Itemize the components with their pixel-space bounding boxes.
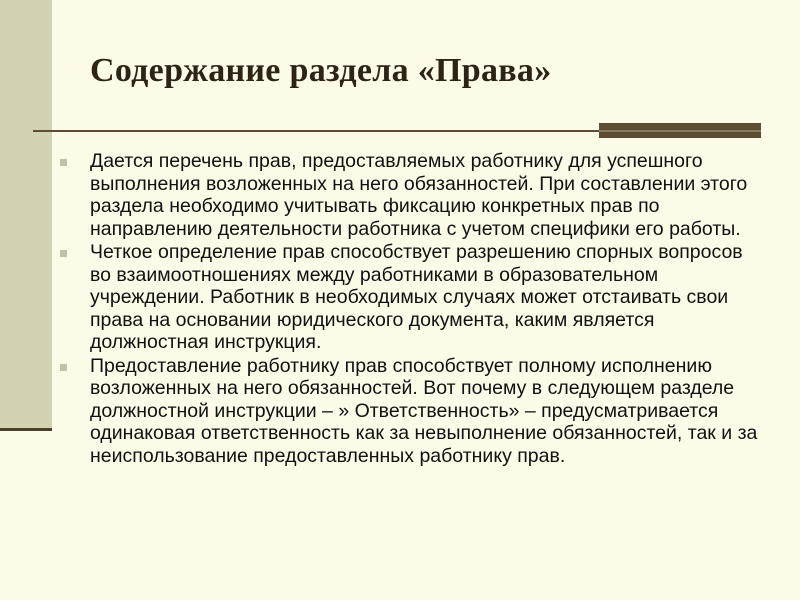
bullet-item	[60, 355, 760, 468]
square-bullet-icon	[60, 159, 67, 166]
bullet-text: Предоставление работнику прав способствует полному исполнению возложенных на него обязанностей. Вот почему в следующем разделе должностной инструкции – » Ответственность» – предусматривается одинаковая ответственность как за невыполнение обязанностей, так и за неиспользование предоставленных работнику прав.	[90, 354, 758, 467]
side-decor-panel	[0, 0, 52, 428]
bullet-list	[60, 150, 760, 468]
bullet-text: Дается перечень прав, предоставляемых работнику для успешного выполнения возложенных на него обязанностей. При составлении этого раздела необходимо учитывать фиксацию конкретных прав по направлению деятельности работника с учетом специфики его работы.	[90, 150, 748, 240]
bullet-item	[60, 150, 760, 240]
bullet-text: Четкое определение прав способствует разрешению спорных вопросов во взаимоотношениях между работниками в образовательном учреждении. Работник в необходимых случаях может отстаивать свои права на основании юридического документа, каким является должностная инструкция.	[90, 241, 743, 353]
bullet-item	[60, 241, 760, 354]
title-divider-line	[33, 130, 599, 132]
square-bullet-icon	[60, 250, 67, 257]
square-bullet-icon	[60, 364, 67, 371]
slide-title: Содержание раздела «Права»	[90, 52, 552, 89]
title-divider-block-stripe	[599, 130, 761, 132]
side-decor-underline	[0, 428, 52, 431]
